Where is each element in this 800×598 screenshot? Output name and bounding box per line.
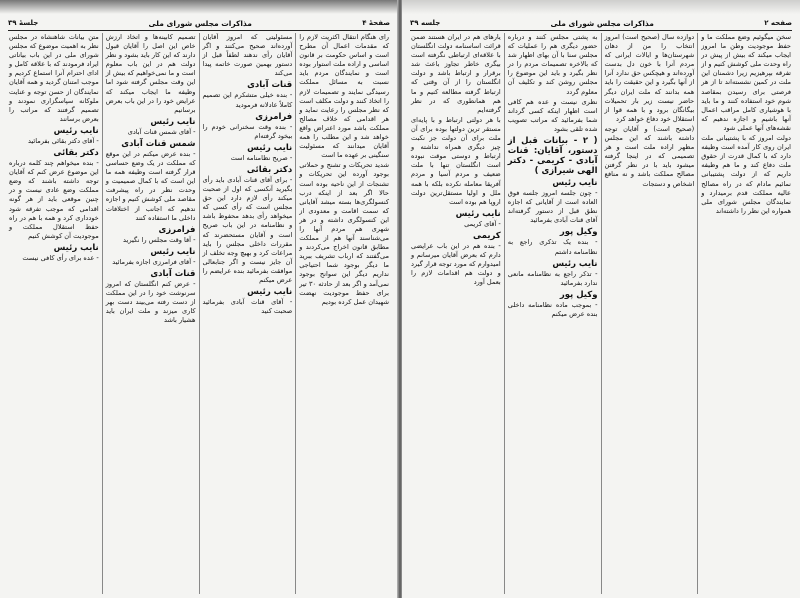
page-header <box>8 16 390 31</box>
speaker-heading: قنات آبادی <box>247 80 293 91</box>
paragraph: - آقای قنات آبادی بفرمائید صحبت کنید <box>202 298 293 316</box>
right-page <box>402 0 800 598</box>
paragraph: - آقا وقت مجلس را نگیرید <box>123 235 196 244</box>
paragraph: نظری نیست و عده هم کافی است اظهار اینکه کسی گرداند شما بفرمائید که مراتب تصویب شده تلقی بشود <box>507 97 598 133</box>
paragraph: یارهای هم در ایران هستند ضمن قرائت اساسنامه دولت انگلستان با علاقه‌ای ارتباطی نگرفته است بیگری خاطر تجاوز باعث شد برقرار و ارتباط باشد و دولت انگلستان را از آن وقتی که ارتباط گرفته مطالعه کنیم و ما هم همانطوری که در نظر گرفته‌ایم <box>411 33 501 114</box>
scan-shadow <box>0 0 398 14</box>
text-column <box>295 33 392 594</box>
left-page <box>0 0 398 598</box>
paragraph: - بنده عرض میکنم در این موقع که مملکت در یک وضع حساسی قرار گرفته است وظیفه همه ما این است که با کمال صمیمیت و وحدت نظر در راه پیشرفت مقاصد ملی کوشش کنیم و اجازه ندهیم که اجانب از اختلافات داخلی ما استفاده کنند <box>105 149 196 222</box>
speaker-heading: فرامرزی <box>158 224 196 235</box>
speaker-heading: دکتر بقائی <box>53 148 99 159</box>
text-column <box>504 33 601 594</box>
paragraph: رای هنگام انتقال اکثریت لازم را که مقدمات اعمال آن مطرح است و اساس حکومت بر قانون اساسی و اراده ملت استوار بوده است و نمایندگان مردم باید نسبت به مسائل مملکت رسیدگی نمایند و تصمیمات لازم را اتخاذ کنند و دولت مکلف است که نظر مجلس را رعایت نماید و هر اقدامی که خلاف مصالح مملکت باشد مورد اعتراض واقع خواهد شد و این مطلب را همه آقایان میدانند که مسئولیت سنگینی بر عهده ما است <box>299 33 389 160</box>
session-number: جلسهٔ ۳۹ <box>8 19 39 27</box>
text-column <box>697 33 794 594</box>
paragraph: - آقای دکتر بقائی بفرمائید <box>27 136 99 145</box>
paragraph: به پشتی مجلس کنند و درباره حضور دیگری هم را عملیات که مجلس سنا با آن بهای اظهار شد که بالاخره تصمیمات مردم را در نظر بگیرد و باید این موضوع را مجلس روشن کند و تکلیف آن معلوم گردد <box>507 33 598 96</box>
scan-shadow <box>402 0 800 14</box>
paragraph: - صریح نظامنامه است <box>230 153 293 162</box>
speaker-heading: وکیل پور <box>559 227 598 238</box>
speaker-heading: قنات آبادی <box>150 268 196 279</box>
paragraph: - بنده خیلی متشکرم این تصمیم کاملاً عادلانه فرمودید <box>202 91 293 109</box>
page-number: صفحهٔ ۴ <box>362 19 390 27</box>
columns <box>408 33 794 594</box>
speaker-heading: نایب رئیس <box>247 142 293 153</box>
paragraph: - بنده وقت سخنرانی خودم را بیخود گرفته‌ام <box>202 122 293 140</box>
speaker-heading: نایب رئیس <box>552 178 598 189</box>
text-column <box>199 33 296 594</box>
page-title: مذاکرات مجلس شورای ملی <box>550 18 654 28</box>
speaker-heading: نایب رئیس <box>247 287 293 298</box>
paragraph: - برای آقای قنات آبادی باید رأی بگیرید آنکسی که اول از صحبت میکند رأی لازم دارد این حق مجلس است که رأی کسی که میخواهد رأی بدهد محفوظ باشد و نظامنامه در این باب صریح است و آقایان مستحضرند که مقررات داخلی مجلس را باید مراعات کرد و بهیچ وجه تخلف از آن جایز نیست و اگر جنابعالی موافقت بفرمائید بنده عرایضم را عرض میکنم <box>202 175 293 284</box>
paragraph: دولت امروز که با پشتیبانی ملت ایران روی کار آمده است وظیفه دارد که با کمال قدرت از حقوق ملت دفاع کند و ما هم وظیفه داریم که از دولت پشتیبانی نمائیم مادام که در راه مصالح عالیه مملکت قدم برمیدارد و نمایندگان مجلس شورای ملی همواره این نظر را داشته‌اند <box>701 134 791 215</box>
page-number: صفحه ۲ <box>764 19 792 27</box>
speaker-heading: نایب رئیس <box>552 258 598 269</box>
speaker-heading: نایب رئیس <box>150 116 196 127</box>
speaker-heading: نایب رئیس <box>53 125 99 136</box>
page-header <box>410 16 792 31</box>
session-number: جلسه ۳۹ <box>410 19 441 27</box>
speaker-heading: دکتر بقائی <box>246 164 293 175</box>
page-title: مذاکرات مجلس شورای ملی <box>148 18 252 28</box>
speaker-heading: شمس قنات آبادی <box>121 138 196 149</box>
speaker-heading: ( ۲ - بیانات قبل از دستور، آقایان: قنات آبادی - کریمی - دکتر الهی شیرازی ) <box>507 136 598 177</box>
paragraph: (صحیح است) و آقایان توجه داشته باشند که این مجلس مظهر اراده ملت است و هر تصمیمی که در اینجا گرفته میشود باید با در نظر گرفتن مصالح مملکت باشد و نه منافع اشخاص و دستجات <box>604 124 695 188</box>
paragraph: - آقای کریمی <box>464 219 501 228</box>
text-column <box>102 33 199 594</box>
speaker-heading: نایب رئیس <box>53 242 99 253</box>
paragraph: مسئولیتی که امروز آقایان آورده‌اند صحیح می‌کنند و اگر آقایان رأی ندهند لطفاً قبل از دستور بهمین صورت خاتمه پیدا می‌کند <box>202 33 293 78</box>
paragraph: - عده برای رأی کافی نیست <box>22 253 99 262</box>
text-column <box>601 33 698 594</box>
paragraph: - آقای شمس قنات آبادی <box>127 127 196 136</box>
paragraph: سخن میگوئیم وضع مملکت ما و حفظ موجودیت وطن ما امروز ایجاب میکند که بیش از پیش در راه وحدت ملی کوشش کنیم و از تفرقه بپرهیزیم زیرا دشمنان این ملت در کمین نشسته‌اند تا از هر فرصتی برای رسیدن بمقاصد شوم خود استفاده کنند و ما باید با هوشیاری کامل مراقب اعمال آنها باشیم و اجازه ندهیم که نقشه‌های آنها عملی شود <box>701 33 791 132</box>
paragraph: - آقای فرامرزی اجازه بفرمائید <box>112 257 196 266</box>
speaker-heading: وکیل پور <box>559 289 598 300</box>
columns <box>6 33 392 594</box>
paragraph: تصمیم کابینه‌ها و اتخاذ ارزش خاص این اصل را آقایان قبول دارند که این کار باید بشود و نظر دولت هم در این باب معلوم است و ما نمی‌خواهیم که بیش از این وقت مجلس گرفته شود اما وظیفه ما ایجاب میکند که عرایض خود را در این باب بعرض برسانیم <box>105 33 196 114</box>
paragraph: - تذکر راجع به نظامنامه مانعی ندارد بفرمائید <box>507 269 598 287</box>
paragraph: - عرض کنم انگلستان که امروز سرنوشت خود را در این مملکت از دست رفته می‌بیند دست بهر کاری میزند و ملت ایران باید هشیار باشد <box>105 279 196 325</box>
speaker-heading: کریمی <box>473 230 501 241</box>
speaker-heading: فرامرزی <box>255 111 293 122</box>
paragraph: - چون جلسه امروز جلسه فوق العاده است از آقایانی که اجازه نطق قبل از دستور گرفته‌اند آقای قنات آبادی بفرمائید <box>507 189 598 225</box>
paragraph: - بموجب ماده نظامنامه داخلی بنده عرض میکنم <box>507 300 598 318</box>
text-column <box>6 33 102 594</box>
speaker-heading: نایب رئیس <box>455 208 501 219</box>
paragraph: با هر دولتی ارتباط و با پایه‌ای مستقر ترین دولتها بوده برای آن ملت برای آن دولت جز نکبت چیز دیگری همراه نداشته و ارتباط و دوستی موقت نبوده است انگلستان تنها با ملت ضعیف و مردم آسیا و مردم آفریقا معامله نکرده بلکه با همه ملل و اولیا مستقل‌ترین دولت اروپا هم بوده است <box>411 115 501 206</box>
speaker-heading: نایب رئیس <box>150 246 196 257</box>
text-column <box>408 33 504 594</box>
paragraph: - بنده میخواهم چند کلمه درباره این موضوع عرض کنم که آقایان توجه داشته باشند که وضع مملکت وضع عادی نیست و در چنین موقعی باید از هر گونه اقدامی که موجب تفرقه شود خودداری کرد و همه با هم در راه حفظ استقلال مملکت و موجودیت آن کوشش کنیم <box>9 159 99 240</box>
paragraph: شدید تحریکات و تشنج و حملاتی بوجود آورده این تحریکات و تشنجات از این ناحیه بوده است حالا اگر بعد از اینکه درب کنسولگری‌ها بسته میشد آقایانی که سمت اقامت و معدودی از این کنسولگری داشته و در هر شهری هم مردم آنها را می‌شناسند آنها هم از مملکت مطابق قانون اخراج می‌کردند و می‌گفتند که ارباب تشریف ببرید ما دیگر بوجود شما احتیاجی نداریم دیگر این سوانح بوجود نمی‌آمد و اگر بعد از حادثه ۳۰ تیر برای حفظ موجودیت نهضت شهیدان عمل کرده بودیم <box>299 161 389 306</box>
paragraph: متن بیانات شاهنشاه در مجلس نظر به اهمیت موضوع که مجلس شورای ملی در این باب بیاناتی ایراد فرمودند که با علاقه کامل و ادای احترام آنرا استماع کردیم و موجب امتنان گردید و همه آقایان نمایندگان از حسن توجه و عنایت ملوکانه سپاسگزاری نمودند و تصمیم گرفتند که مراتب را بعرض برسانند <box>9 33 99 123</box>
paragraph: - بنده هم در این باب عرایضی دارم که بعرض آقایان میرسانم و امیدوارم که مورد توجه قرار گیرد و دولت هم اقدامات لازم را بعمل آورد <box>411 241 501 287</box>
paragraph: دوازده سال (صحیح است) امروز انتخاب را من از دهان شهرستان‌ها و ایالات ایرانی که مردم آنرا با خون دل بدست آورده‌اند و هیچکس حق ندارد آنرا از آنها بگیرد و این حقیقت را باید همه بدانند که ملت ایران دیگر حاضر نیست زیر بار تحمیلات بیگانگان برود و با همه قوا از استقلال خود دفاع خواهد کرد <box>604 33 695 123</box>
paragraph: - بنده یک تذکری راجع به نظامنامه داشتم <box>507 238 598 256</box>
